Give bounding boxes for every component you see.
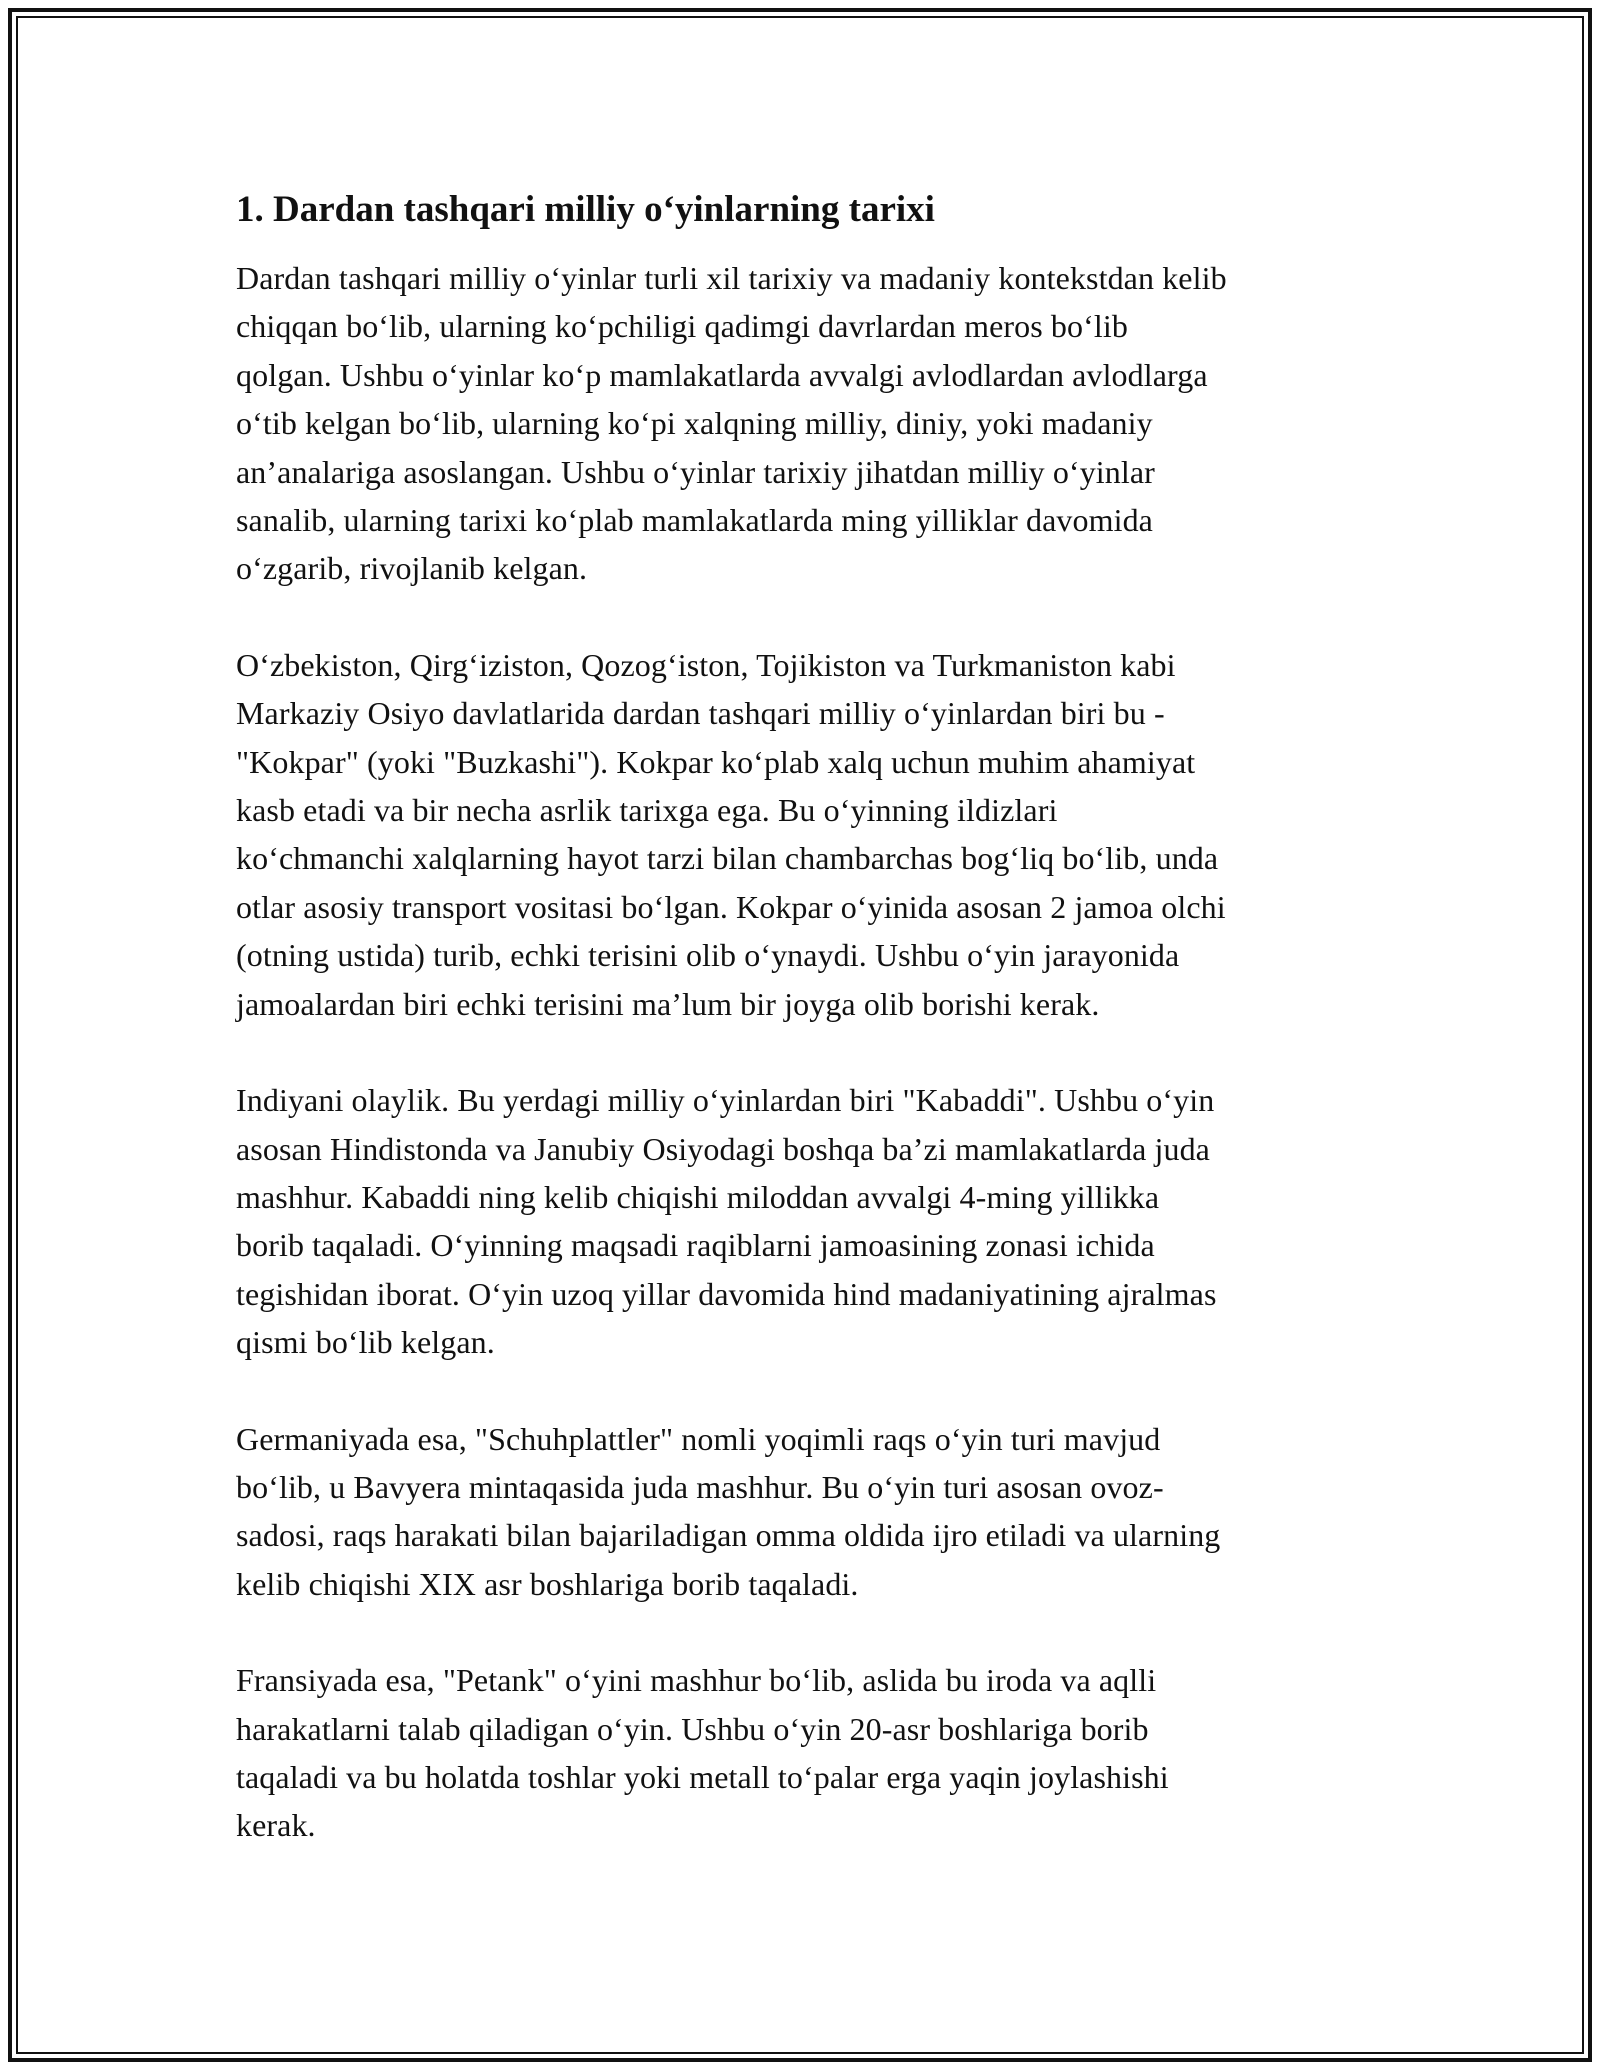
paragraph-line: qismi bo‘lib kelgan. bbox=[236, 1324, 495, 1361]
paragraph-line: taqaladi va bu holatda toshlar yoki metall to‘palar erga yaqin joylashishi bbox=[236, 1758, 1169, 1795]
paragraph-line: "Kokpar" (yoki "Buzkashi"). Kokpar ko‘plab xalq uchun muhim ahamiyat bbox=[236, 743, 1196, 780]
paragraph-line: O‘zbekiston, Qirg‘iziston, Qozog‘iston, Tojikiston va Turkmaniston kabi bbox=[236, 646, 1176, 683]
paragraph-kabaddi bbox=[236, 1076, 1366, 1366]
paragraph-line: mashhur. Kabaddi ning kelib chiqishi miloddan avvalgi 4-ming yillikka bbox=[236, 1178, 1160, 1215]
paragraph-line: jamoalardan biri echki terisini ma’lum bir joyga olib borishi kerak. bbox=[236, 985, 1100, 1022]
paragraph-line: borib taqaladi. O‘yinning maqsadi raqiblarni jamoasining zonasi ichida bbox=[236, 1227, 1155, 1264]
paragraph-line: (otning ustida) turib, echki terisini olib o‘ynaydi. Ushbu o‘yin jarayonida bbox=[236, 937, 1180, 974]
paragraph-schuhplattler bbox=[236, 1415, 1366, 1609]
paragraph-line: kasb etadi va bir necha asrlik tarixga ega. Bu o‘yinning ildizlari bbox=[236, 792, 1058, 829]
section-title: 1. Dardan tashqari milliy o‘yinlarning tarixi bbox=[236, 189, 935, 230]
paragraph-line: Fransiyada esa, "Petank" o‘yini mashhur bo‘lib, aslida bu iroda va aqlli bbox=[236, 1662, 1157, 1699]
paragraph-line: Germaniyada esa, "Schuhplattler" nomli yoqimli raqs o‘yin turi mavjud bbox=[236, 1420, 1161, 1457]
paragraph-line: o‘tib kelgan bo‘lib, ularning ko‘pi xalqning milliy, diniy, yoki madaniy bbox=[236, 405, 1153, 442]
paragraph-line: Dardan tashqari milliy o‘yinlar turli xil tarixiy va madaniy kontekstdan kelib bbox=[236, 260, 1227, 296]
paragraph-line: chiqqan bo‘lib, ularning ko‘pchiligi qadimgi davrlardan meros bo‘lib bbox=[236, 308, 1128, 345]
paragraph-line: harakatlarni talab qiladigan o‘yin. Ushbu o‘yin 20-asr boshlariga borib bbox=[236, 1710, 1149, 1747]
paragraph-line: otlar asosiy transport vositasi bo‘lgan. Kokpar o‘yinida asosan 2 jamoa olchi bbox=[236, 888, 1226, 925]
paragraph-line: tegishidan iborat. O‘yin uzoq yillar davomida hind madaniyatining ajralmas bbox=[236, 1275, 1217, 1312]
paragraph-petank bbox=[236, 1656, 1366, 1850]
paragraph-line: o‘zgarib, rivojlanib kelgan. bbox=[236, 550, 588, 587]
paragraph-kokpar bbox=[236, 641, 1366, 1028]
paragraph-line: an’analariga asoslangan. Ushbu o‘yinlar tarixiy jihatdan milliy o‘yinlar bbox=[236, 453, 1155, 490]
paragraph-line: asosan Hindistonda va Janubiy Osiyodagi boshqa ba’zi mamlakatlarda juda bbox=[236, 1130, 1210, 1167]
paragraph-line: Markaziy Osiyo davlatlarida dardan tashqari milliy o‘yinlardan biri bu - bbox=[236, 695, 1165, 732]
paragraph-line: qolgan. Ushbu o‘yinlar ko‘p mamlakatlarda avvalgi avlodlardan avlodlarga bbox=[236, 356, 1208, 393]
paragraph-line: bo‘lib, u Bavyera mintaqasida juda mashhur. Bu o‘yin turi asosan ovoz- bbox=[236, 1468, 1164, 1505]
paragraph-line: kerak. bbox=[236, 1807, 316, 1844]
paragraph-history-intro bbox=[236, 254, 1366, 593]
document-body bbox=[236, 186, 1366, 1850]
paragraph-line: ko‘chmanchi xalqlarning hayot tarzi bilan chambarchas bog‘liq bo‘lib, unda bbox=[236, 840, 1219, 877]
paragraph-line: Indiyani olaylik. Bu yerdagi milliy o‘yinlardan biri "Kabaddi". Ushbu o‘yin bbox=[236, 1082, 1215, 1119]
paragraph-line: kelib chiqishi XIX asr boshlariga borib taqaladi. bbox=[236, 1565, 859, 1602]
paragraph-line: sadosi, raqs harakati bilan bajariladigan omma oldida ijro etiladi va ularning bbox=[236, 1517, 1221, 1554]
paragraph-line: sanalib, ularning tarixi ko‘plab mamlakatlarda ming yilliklar davomida bbox=[236, 502, 1153, 539]
